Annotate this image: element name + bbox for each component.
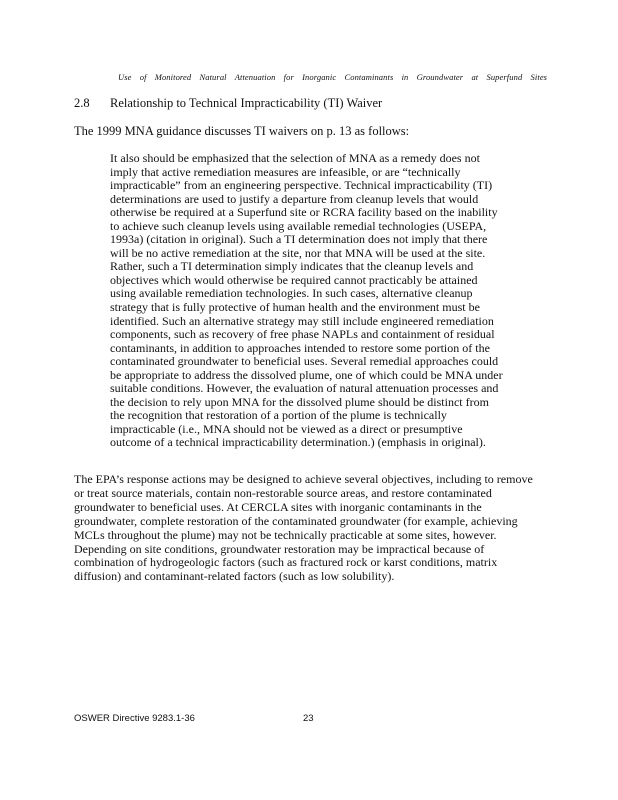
quote-line: contaminants, in addition to approaches intended to restore some portion of the	[110, 340, 490, 355]
quote-line: to achieve such cleanup levels using available remedial technologies (USEPA,	[110, 218, 487, 233]
quote-line: impracticable (i.e., MNA should not be viewed as a direct or presumptive	[110, 421, 463, 436]
section-title: Relationship to Technical Impracticability (TI) Waiver	[110, 96, 383, 110]
response-line: or treat source materials, contain non-restorable source areas, and restore contaminated	[74, 485, 492, 500]
quote-line: imply that active remediation measures are infeasible, or are “technically	[110, 164, 461, 179]
response-line: groundwater, complete restoration of the contaminated groundwater (for example, achieving	[74, 513, 518, 528]
quote-line: It also should be emphasized that the selection of MNA as a remedy does not	[110, 151, 480, 165]
running-header: Use of Monitored Natural Attenuation for Inorganic Contaminants in Groundwater at Superfund Sites	[118, 72, 548, 82]
response-line: groundwater to beneficial uses. At CERCLA sites with inorganic contaminants in the	[74, 499, 482, 514]
quote-line: will be no active remediation at the site, nor that MNA will be used at the site.	[110, 245, 486, 260]
response-line: combination of hydrogeologic factors (such as fractured rock or karst conditions, matrix	[74, 555, 498, 570]
response-line: The EPA’s response actions may be designed to achieve several objectives, including to remove	[74, 472, 533, 486]
quote-line: components, such as recovery of free phase NAPLs and containment of residual	[110, 327, 495, 342]
response-paragraph	[74, 473, 574, 584]
page-number: 23	[303, 713, 314, 724]
quote-line: objectives which would otherwise be required cannot practicably be attained	[110, 272, 478, 287]
quote-line: impracticable” from an engineering perspective. Technical impracticability (TI)	[110, 178, 493, 193]
quote-line: strategy that is fully protective of human health and the environment must be	[110, 300, 480, 315]
section-number: 2.8	[74, 96, 90, 110]
quote-line: contaminated groundwater to beneficial uses. Several remedial approaches could	[110, 354, 499, 369]
quote-line: using available remediation technologies. In such cases, alternative cleanup	[110, 286, 473, 301]
response-line: diffusion) and contaminant-related factors (such as low solubility).	[74, 569, 395, 584]
quote-line: suitable conditions. However, the evaluation of natural attenuation processes and	[110, 381, 499, 396]
quote-line: 1993a) (citation in original). Such a TI determination does not imply that there	[110, 232, 488, 247]
block-quote	[110, 152, 556, 450]
quote-line: the decision to rely upon MNA for the dissolved plume should be distinct from	[110, 394, 489, 409]
footer-directive: OSWER Directive 9283.1-36	[74, 713, 195, 724]
quote-line: the recognition that restoration of a portion of the plume is technically	[110, 408, 447, 423]
quote-line: be appropriate to address the dissolved plume, one of which could be MNA under	[110, 367, 503, 382]
response-line: Depending on site conditions, groundwater restoration may be impractical because of	[74, 541, 485, 556]
intro-paragraph: The 1999 MNA guidance discusses TI waivers on p. 13 as follows:	[74, 124, 410, 138]
section-heading	[74, 96, 382, 111]
quote-line: otherwise be required at a Superfund site or RCRA facility based on the inability	[110, 205, 498, 220]
response-line: MCLs throughout the plume) may not be technically practicable at some sites, however.	[74, 527, 497, 542]
quote-line: outcome of a technical impracticability determination.) (emphasis in original).	[110, 435, 486, 450]
quote-line: determinations are used to justify a departure from cleanup levels that would	[110, 191, 479, 206]
quote-line: identified. Such an alternative strategy may still include engineered remediation	[110, 313, 494, 328]
quote-line: Rather, such a TI determination simply indicates that the cleanup levels and	[110, 259, 474, 274]
